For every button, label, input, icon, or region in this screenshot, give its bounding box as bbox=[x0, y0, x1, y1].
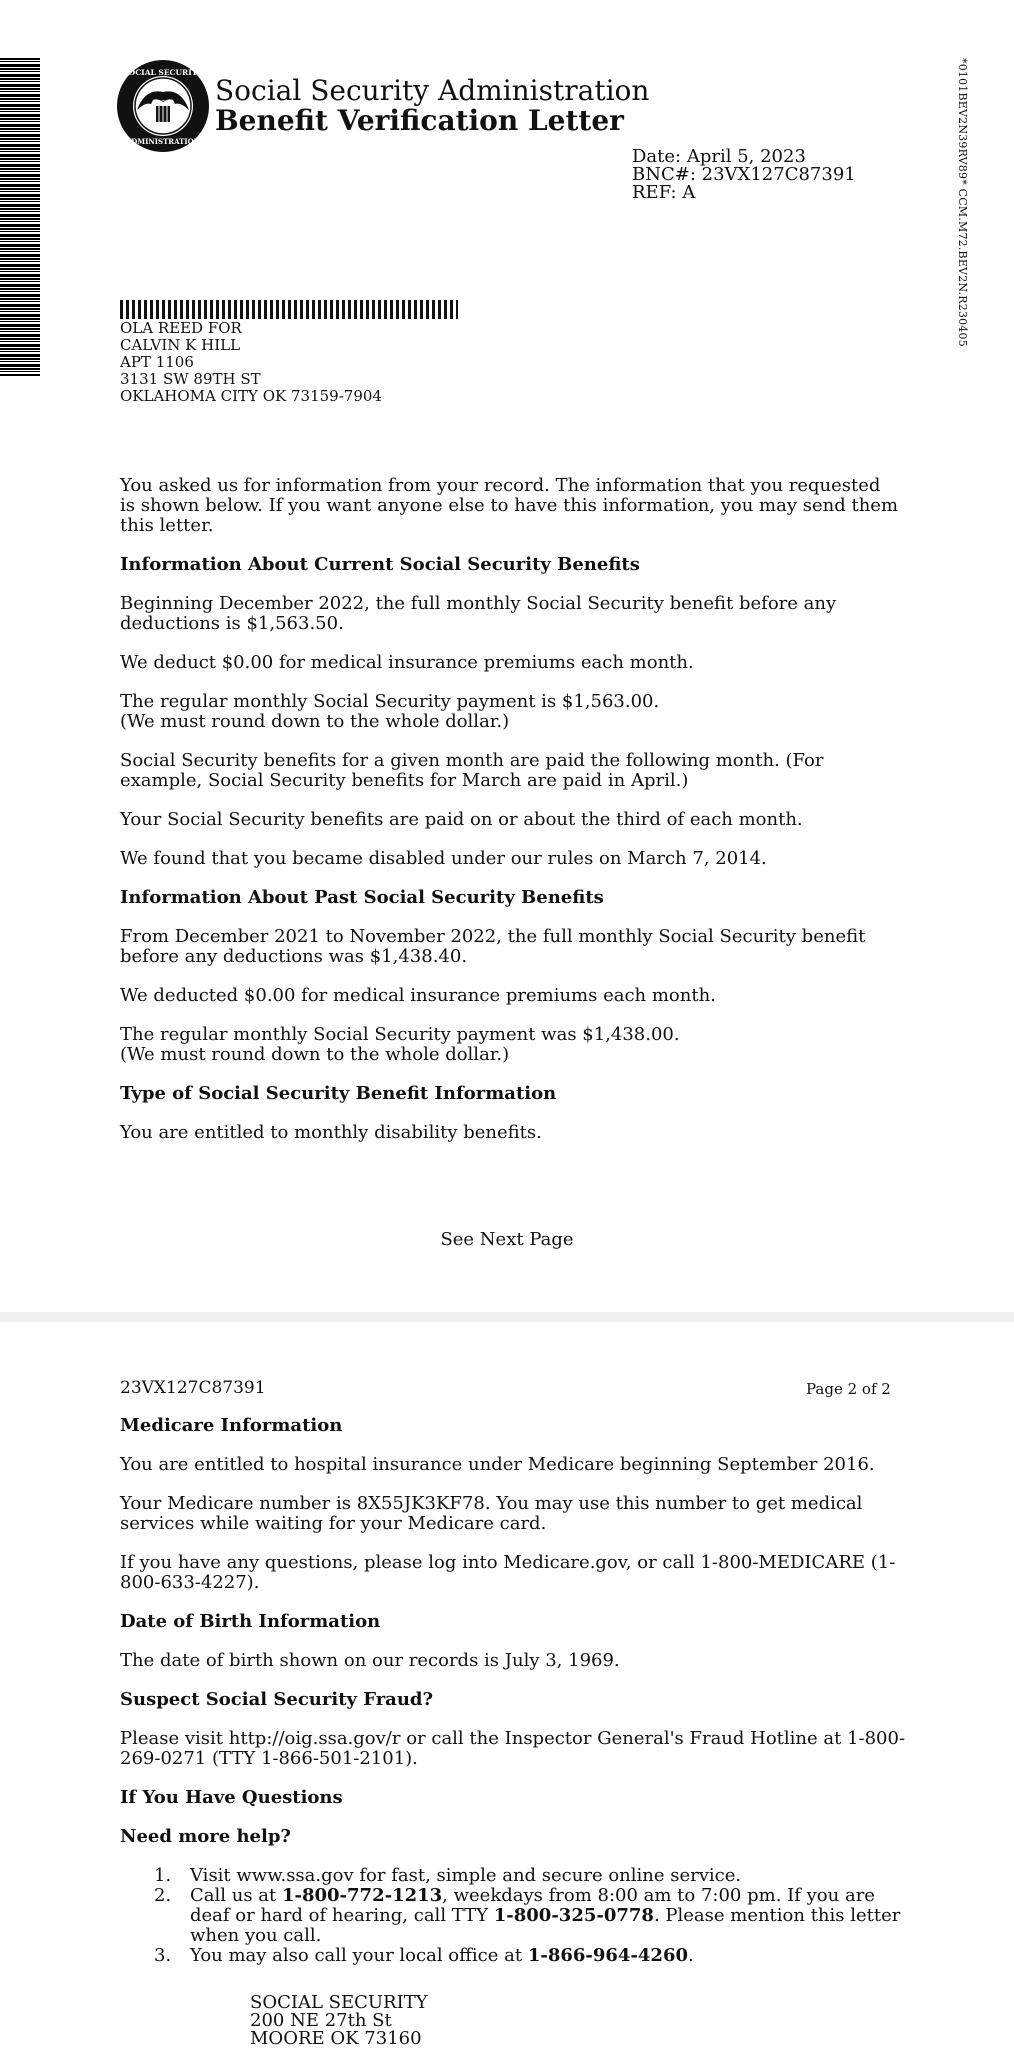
current-payment-amount: The regular monthly Social Security payment is $1,563.00. bbox=[120, 691, 660, 712]
list-number: 3. bbox=[154, 1945, 172, 1966]
address-line: OKLAHOMA CITY OK 73159-7904 bbox=[120, 387, 382, 405]
list-item bbox=[120, 1866, 910, 1886]
dob-heading: Date of Birth Information bbox=[120, 1611, 381, 1632]
help-call-text: . Please mention this letter when you call. bbox=[190, 1905, 901, 1946]
left-barcode bbox=[0, 58, 40, 376]
past-payment-amount: The regular monthly Social Security payment was $1,438.00. bbox=[120, 1024, 680, 1045]
tty-number: 1-800-325-0778 bbox=[493, 1905, 654, 1926]
phone-number: 1-800-772-1213 bbox=[281, 1885, 443, 1906]
disability-date: We found that you became disabled under our rules on March 7, 2014. bbox=[120, 848, 767, 869]
ssa-seal-logo bbox=[115, 58, 211, 154]
current-benefit-amount: Beginning December 2022, the full monthly Social Security benefit before any deductions is $1,563.50. bbox=[120, 593, 837, 634]
past-deduction: We deducted $0.00 for medical insurance premiums each month. bbox=[120, 985, 716, 1006]
list-number: 1. bbox=[154, 1865, 172, 1886]
medicare-number: Your Medicare number is 8X55JK3KF78. You may use this number to get medical services while waiting for your Medicare card. bbox=[120, 1493, 863, 1534]
help-website: Visit www.ssa.gov for fast, simple and secure online service. bbox=[190, 1865, 742, 1886]
letter-meta bbox=[632, 148, 856, 202]
office-phone: 1-866-964-4260 bbox=[527, 1945, 689, 1966]
help-call-text: Call us at bbox=[190, 1885, 282, 1906]
medicare-heading: Medicare Information bbox=[120, 1415, 343, 1436]
list-item bbox=[120, 1946, 910, 1966]
agency-name: Social Security Administration bbox=[215, 74, 650, 107]
help-office-text: You may also call your local office at bbox=[190, 1945, 528, 1966]
current-deduction: We deduct $0.00 for medical insurance premiums each month. bbox=[120, 652, 694, 673]
side-tracking-code: *0101BEV2N39RV89* CCM.M72.BEV2N.R230405 bbox=[956, 58, 969, 347]
page-number: Page 2 of 2 bbox=[806, 1380, 891, 1398]
svg-text:SOCIAL SECURITY: SOCIAL SECURITY bbox=[123, 68, 203, 77]
fraud-info: Please visit http://oig.ssa.gov/r or call the Inspector General's Fraud Hotline at 1-800-269-0271 (TTY 1-866-501-2101). bbox=[120, 1728, 906, 1769]
payment-timing: Social Security benefits for a given month are paid the following month. (For example, Social Security benefits for March are paid in April.) bbox=[120, 750, 824, 791]
payment-day: Your Social Security benefits are paid on or about the third of each month. bbox=[120, 809, 803, 830]
past-benefit-amount: From December 2021 to November 2022, the full monthly Social Security benefit before any deductions was $1,438.40. bbox=[120, 926, 866, 967]
intro-paragraph: You asked us for information from your record. The information that you requested is shown below. If you want anyone else to have this information, you may send them this letter. bbox=[120, 475, 899, 536]
address-line: CALVIN K HILL bbox=[120, 336, 241, 354]
past-benefits-heading: Information About Past Social Security Benefits bbox=[120, 887, 604, 908]
office-line: SOCIAL SECURITY bbox=[250, 1992, 428, 2013]
current-benefits-heading: Information About Current Social Security Benefits bbox=[120, 554, 640, 575]
address-line: 3131 SW 89TH ST bbox=[120, 370, 261, 388]
list-item bbox=[120, 1886, 910, 1946]
see-next-page: See Next Page bbox=[440, 1229, 574, 1250]
dob-info: The date of birth shown on our records is July 3, 1969. bbox=[120, 1650, 620, 1671]
medicare-contact: If you have any questions, please log into Medicare.gov, or call 1-800-MEDICARE (1-800-633-4227). bbox=[120, 1552, 896, 1593]
need-help-heading: Need more help? bbox=[120, 1826, 291, 1847]
rounding-note: (We must round down to the whole dollar.) bbox=[120, 1044, 510, 1065]
bnc-number: BNC#: 23VX127C87391 bbox=[632, 164, 856, 185]
page-separator bbox=[0, 1312, 1014, 1322]
svg-text:ADMINISTRATION: ADMINISTRATION bbox=[125, 137, 201, 146]
past-payment bbox=[120, 1025, 900, 1065]
rounding-note: (We must round down to the whole dollar.) bbox=[120, 711, 510, 732]
medicare-entitlement: You are entitled to hospital insurance under Medicare beginning September 2016. bbox=[120, 1454, 875, 1475]
letter-date: Date: April 5, 2023 bbox=[632, 146, 806, 167]
questions-heading: If You Have Questions bbox=[120, 1787, 343, 1808]
mailing-address bbox=[120, 320, 382, 405]
fraud-heading: Suspect Social Security Fraud? bbox=[120, 1689, 434, 1710]
page2-bnc: 23VX127C87391 bbox=[120, 1378, 266, 1398]
postal-barcode bbox=[120, 300, 458, 319]
address-line: OLA REED FOR bbox=[120, 319, 242, 337]
svg-text:USA: USA bbox=[155, 99, 171, 107]
help-list bbox=[120, 1866, 910, 1966]
office-line: MOORE OK 73160 bbox=[250, 2028, 422, 2049]
help-office-text: . bbox=[688, 1945, 694, 1966]
list-number: 2. bbox=[154, 1885, 172, 1906]
local-office-address bbox=[250, 1994, 428, 2048]
address-line: APT 1106 bbox=[120, 353, 194, 371]
help-call-text: , weekdays from 8:00 am to 7:00 pm. If you are deaf or hard of hearing, call TTY bbox=[190, 1885, 875, 1926]
letter-title: Benefit Verification Letter bbox=[215, 104, 624, 137]
benefit-type: You are entitled to monthly disability benefits. bbox=[120, 1122, 542, 1143]
letter-body-page-1 bbox=[120, 476, 900, 1162]
letter-body-page-2 bbox=[120, 1416, 910, 1966]
ref-code: REF: A bbox=[632, 182, 696, 203]
current-payment bbox=[120, 692, 900, 732]
office-line: 200 NE 27th St bbox=[250, 2010, 392, 2031]
benefit-type-heading: Type of Social Security Benefit Information bbox=[120, 1083, 557, 1104]
